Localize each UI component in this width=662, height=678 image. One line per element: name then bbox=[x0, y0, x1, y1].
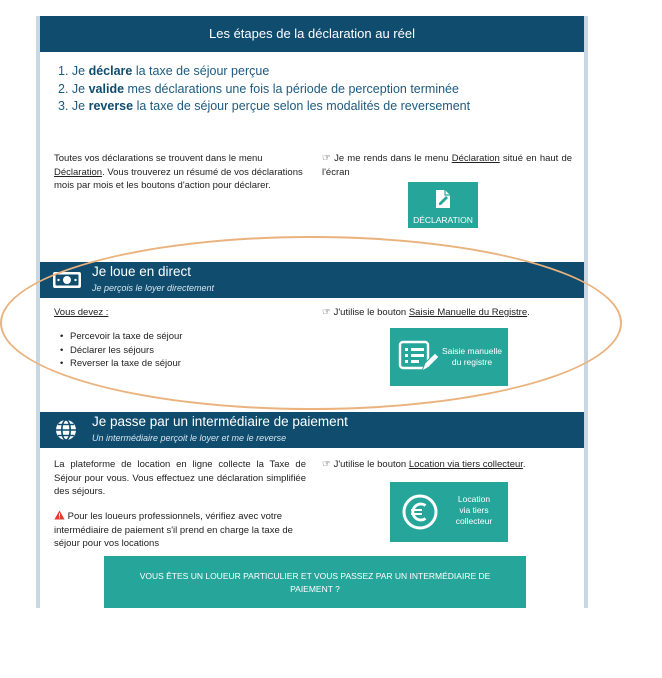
content-panel bbox=[40, 16, 584, 608]
manual-register-label-line2: du registre bbox=[451, 357, 493, 367]
direct-header bbox=[40, 262, 584, 298]
step-2-text: mes déclarations une fois la période de perception terminée bbox=[127, 81, 459, 96]
banknote-icon bbox=[52, 270, 82, 290]
step-1-verb: déclare bbox=[88, 64, 133, 78]
declaration-instruction-pre: Je me rends dans le menu bbox=[334, 153, 449, 164]
intermediary-instruction-post: . bbox=[522, 459, 526, 470]
manual-register-label-line1: Saisie manuelle bbox=[441, 346, 502, 356]
intermediary-subtitle: Un intermédiaire perçoit le loyer et me le reverse bbox=[92, 433, 287, 443]
intermediary-warning-text: Pour les loueurs professionnels, vérifiez avec votre intermédiaire de paiement s'il prend en charge la taxe de séjour pour vos locations bbox=[54, 511, 293, 549]
declaration-instruction-link[interactable]: Déclaration bbox=[451, 153, 500, 164]
direct-instruction-link[interactable]: Saisie Manuelle du Registre bbox=[408, 307, 528, 318]
intermediary-header bbox=[40, 412, 584, 448]
list-item: • Déclarer les séjours bbox=[58, 344, 182, 358]
cta-line1: VOUS ÊTES UN LOUEUR PARTICULIER ET VOUS PASSEZ PAR UN INTERMÉDIAIRE DE bbox=[139, 571, 491, 581]
direct-instruction bbox=[322, 306, 584, 320]
steps-header bbox=[40, 16, 584, 52]
direct-title: Je loue en direct bbox=[92, 264, 192, 279]
third-party-collector-button-label bbox=[442, 494, 506, 527]
manual-register-button-label bbox=[438, 346, 506, 368]
collector-label-line2: via tiers bbox=[459, 505, 489, 515]
step-3-text: la taxe de séjour perçue selon les modalités de reversement bbox=[136, 99, 471, 113]
intermediary-instruction-pre: J'utilise le bouton bbox=[333, 459, 407, 470]
globe-icon bbox=[54, 418, 78, 442]
declaration-menu-link[interactable]: Déclaration bbox=[54, 166, 103, 178]
direct-subtitle: Je perçois le loyer directement bbox=[92, 283, 215, 293]
steps-list bbox=[58, 63, 470, 116]
intermediary-instruction-link[interactable]: Location via tiers collecteur bbox=[408, 459, 523, 470]
step-2 bbox=[58, 81, 470, 99]
declaration-instruction bbox=[322, 152, 572, 179]
collector-label-line3: collecteur bbox=[455, 516, 493, 526]
step-3-verb: reverse bbox=[88, 99, 134, 113]
list-item: • Percevoir la taxe de séjour bbox=[58, 330, 182, 344]
step-1-text: la taxe de séjour perçue bbox=[135, 64, 270, 78]
declaration-button-label: DÉCLARATION bbox=[413, 215, 473, 225]
list-item: • Reverser la taxe de séjour bbox=[58, 357, 182, 371]
step-2-num: 2. Je bbox=[58, 81, 86, 96]
direct-must-label: Vous devez : bbox=[54, 307, 109, 318]
direct-instruction-post: . bbox=[527, 307, 530, 318]
private-renter-intermediary-cta[interactable] bbox=[104, 556, 526, 608]
direct-obligations-list bbox=[58, 330, 182, 371]
step-2-verb: valide bbox=[88, 81, 125, 96]
intermediary-warning bbox=[54, 510, 306, 551]
intermediary-title: Je passe par un intermédiaire de paiement bbox=[92, 414, 348, 429]
step-1 bbox=[58, 63, 470, 81]
declaration-text-2: . Vous trouverez un résumé de vos déclarations mois par mois et les boutons d'action pour déclarer. bbox=[54, 166, 303, 191]
page-frame bbox=[36, 16, 588, 608]
warning-icon bbox=[54, 510, 65, 520]
cta-line2: PAIEMENT ? bbox=[290, 584, 340, 594]
euro-circle-icon bbox=[402, 494, 438, 530]
third-party-collector-button[interactable] bbox=[390, 482, 508, 542]
step-3-num: 3. Je bbox=[58, 99, 86, 113]
declaration-text-1: Toutes vos déclarations se trouvent dans le menu bbox=[54, 153, 263, 164]
step-3 bbox=[58, 98, 470, 116]
intermediary-instruction bbox=[322, 458, 584, 472]
manual-register-button[interactable] bbox=[390, 328, 508, 386]
declaration-instruction-post: situé en haut de l'écran bbox=[322, 153, 573, 178]
collector-label-line1: Location bbox=[457, 494, 491, 504]
edit-document-icon bbox=[432, 188, 454, 210]
intermediary-description: La plateforme de location en ligne collecte la Taxe de Séjour pour vous. Vous effectuez une déclaration simplifiée des séjours. bbox=[54, 459, 306, 497]
hand-pointer-icon: ☞ bbox=[322, 459, 331, 470]
steps-header-title: Les étapes de la déclaration au réel bbox=[209, 26, 415, 41]
declaration-description bbox=[54, 152, 304, 193]
declaration-button[interactable] bbox=[408, 182, 478, 228]
direct-instruction-pre: J'utilise le bouton bbox=[333, 307, 407, 318]
hand-pointer-icon: ☞ bbox=[322, 307, 331, 318]
register-edit-icon bbox=[398, 339, 438, 375]
step-1-num: 1. Je bbox=[58, 64, 86, 78]
hand-pointer-icon: ☞ bbox=[322, 153, 331, 164]
